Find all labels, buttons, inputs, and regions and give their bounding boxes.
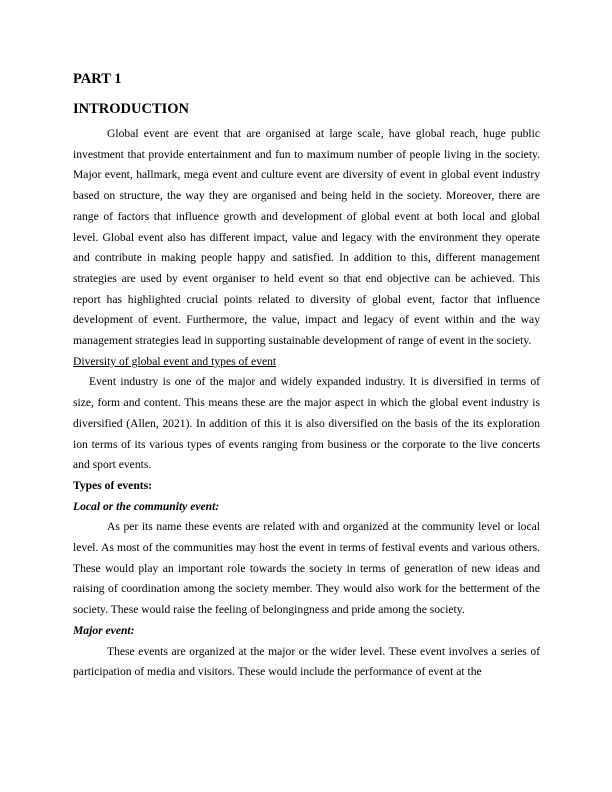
document-page [73,70,540,683]
diversity-heading: Diversity of global event and types of event [73,354,277,368]
major-event-paragraph: These events are organized at the major or the wider level. These event involves a series of participation of media and visitors. These would include the performance of event at the [73,644,540,679]
local-event-heading: Local or the community event: [73,499,220,513]
part-title: PART 1 [73,71,122,87]
major-event-heading: Major event: [73,623,135,637]
introduction-paragraph: Global event are event that are organised at large scale, have global reach, huge public investment that provide entertainment and fun to maximum number of people living in the society. Major event, hallmark, mega event and culture event are diversity of event in global event industry based on structure, the way they are organised and being held in the society. Moreover, there are range of factors that influence growth and development of global event at both local and global level. Global event also has different impact, value and legacy with the environment they operate and contribute in making people happy and satisfied. In addition to this, different management strategies are used by event organiser to held event so that end objective can be achieved. This report has highlighted crucial points related to diversity of global event, factor that influence development of event. Furthermore, the value, impact and legacy of event within and the way management strategies lead in supporting sustainable development of range of event in the society. [73,127,540,348]
types-of-events-heading: Types of events: [73,478,152,492]
local-event-paragraph: As per its name these events are related with and organized at the community level or local level. As most of the communities may host the event in terms of festival events and various others. These would play an important role towards the society in terms of generation of new ideas and raising of coordination among the society member. They would also work for the betterment of the society. These would raise the feeling of belongingness and pride among the society. [73,520,540,617]
diversity-paragraph: Event industry is one of the major and widely expanded industry. It is diversified in terms of size, form and content. This means these are the major aspect in which the global event industry is diversified (Allen, 2021). In addition of this it is also diversified on the basis of the its exploration ion terms of its various types of events ranging from business or the corporate to the live concerts and sport events. [73,375,540,472]
introduction-heading: INTRODUCTION [73,101,190,117]
